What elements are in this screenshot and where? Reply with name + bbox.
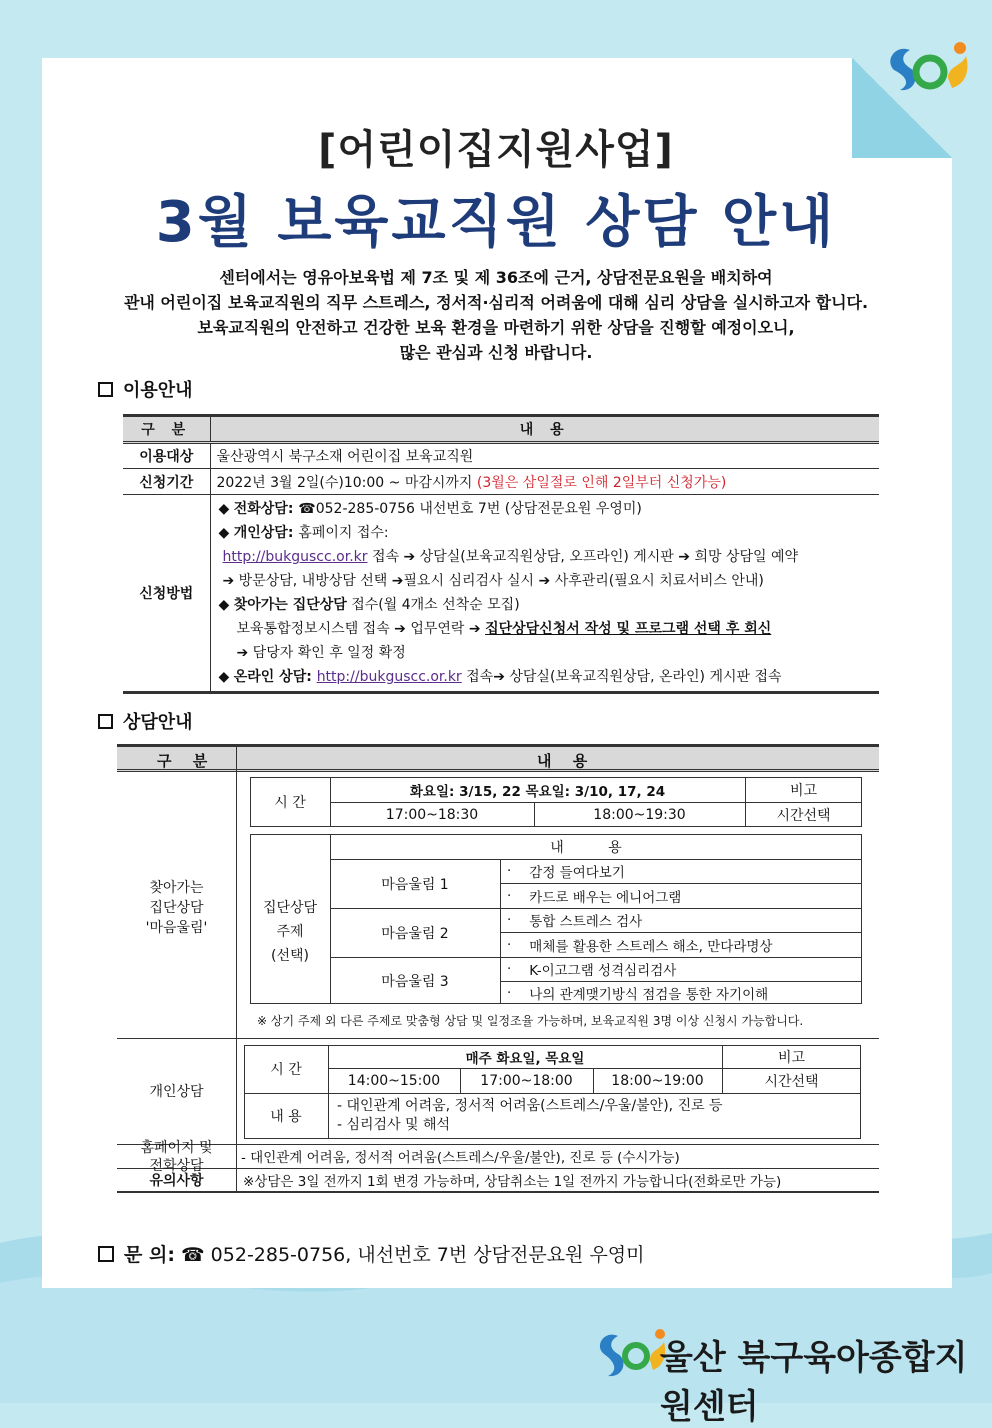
period-text: 2022년 3월 2일(수)10:00 ~ 마감시까지 (216, 474, 477, 491)
method-group-steps (219, 617, 872, 641)
method-personal-title: 개인상담: (233, 525, 299, 541)
individual-slot-3: 18:00~19:00 (611, 1072, 704, 1089)
method-personal-step-text: 접속 ➔ 상담실(보육교직원상담, 오프라인) 게시판 ➔ 희망 상담일 예약 (367, 549, 799, 565)
method-personal: ◆ 개인상담: 홈페이지 접수: (218, 525, 389, 541)
period-label: 신청기간 (123, 469, 210, 495)
intro-line: 관내 어린이집 보육교직원의 직무 스트레스, 정서적·심리적 어려움에 대해 심리 상담을 실시하고자 합니다. (123, 293, 869, 312)
center-logo-icon (882, 30, 972, 100)
method-group-title: 찾아가는 집단상담 (233, 597, 347, 613)
section-counsel-label: 상담안내 (123, 712, 193, 733)
contact-label: 문 의: (124, 1244, 175, 1266)
target-value: 울산광역시 북구소재 어린이집 보육교직원 (210, 443, 879, 469)
period-value (210, 469, 879, 495)
topic-item-text: K-이고그램 성격심리검사 (529, 963, 677, 979)
method-content (210, 495, 879, 693)
header-category: 구 분 (157, 752, 216, 770)
target-label: 이용대상 (123, 443, 210, 469)
topic-item: · 매체를 활용한 스트레스 해소, 만다라명상 (507, 936, 773, 955)
topics-label-line: (선택) (271, 947, 309, 964)
group-counsel-label (117, 775, 236, 1038)
caution-text: ※상담은 3일 전까지 1회 변경 가능하며, 상담취소는 1일 전까지 가능합니다(전화로만 가능) (243, 1173, 782, 1190)
method-label: 신청방법 (123, 495, 210, 693)
caution-label: 유의사항 (149, 1172, 204, 1189)
homepage-link[interactable]: http://bukguscc.or.kr (222, 549, 368, 565)
intro-line: 센터에서는 영유아보육법 제 7조 및 제 36조에 근거, 상담전문요원을 배치하여 (219, 268, 773, 287)
topics-label-line: 집단상담 (262, 899, 318, 916)
topic-3-name: 마음울림 3 (381, 973, 449, 990)
topics-label-line: 주제 (276, 923, 304, 940)
topics-label (250, 859, 330, 1004)
intro-paragraph (60, 265, 932, 365)
group-days: 화요일: 3/15, 22 목요일: 3/10, 17, 24 (409, 783, 666, 800)
intro-line: 보육교직원의 안전하고 건강한 보육 환경을 마련하기 위한 상담을 진행할 예정이오니, (197, 318, 795, 337)
contact-info (98, 1240, 645, 1267)
group-label-line: '마음울림' (145, 919, 208, 936)
method-online-title: 온라인 상담: (233, 669, 317, 685)
contact-phone[interactable]: ☎ 052-285-0756, (180, 1244, 352, 1266)
group-label-line: 집단상담 (149, 899, 204, 916)
topic-item: · 나의 관계맺기방식 점검을 통한 자기이해 (507, 984, 769, 1003)
method-personal-steps (219, 545, 872, 569)
method-group-step-text: 보육통합정보시스템 접속 ➔ 업무연락 ➔ (236, 621, 486, 637)
period-note: (3월은 삼일절로 인해 2일부터 신청가능) (476, 474, 727, 491)
individual-content (337, 1093, 857, 1139)
individual-content-line: - 심리검사 및 해석 (337, 1117, 451, 1133)
section-usage-heading (98, 376, 193, 402)
footer-org-name: 울산 북구육아종합지원센터 (660, 1338, 968, 1427)
topic-item: · K-이고그램 성격심리검사 (507, 961, 677, 979)
header-content: 내 용 (537, 752, 596, 770)
method-online-text: 접속➔ 상담실(보육교직원상담, 온라인) 게시판 접속 (461, 669, 782, 685)
method-group-text: 접수(월 4개소 선착순 모집) (346, 597, 520, 613)
contact-text: 내선번호 7번 상담전문요원 우영미 (351, 1244, 645, 1266)
individual-content-label: 내 용 (270, 1109, 302, 1125)
individual-slot-2: 17:00~18:00 (480, 1072, 573, 1089)
topic-item: · 감정 들여다보기 (507, 863, 625, 881)
topic-item-text: 감정 들여다보기 (529, 865, 625, 881)
method-personal-text: 홈페이지 접수: (298, 525, 389, 541)
method-personal-step-text2: ➔ 방문상담, 내방상담 선택 ➔필요시 심리검사 실시 ➔ 사후관리(필요시 치료서비스 안내) (222, 573, 764, 589)
topic-2-name: 마음울림 2 (381, 925, 449, 942)
individual-remark-label: 비고 (777, 1049, 806, 1066)
individual-slot-1: 14:00~15:00 (347, 1072, 441, 1089)
group-slot-2: 18:00~19:30 (593, 806, 686, 823)
group-note: ※ 상기 주제 외 다른 주제로 맞춤형 상담 및 일정조율 가능하며, 보육교직원 3명 이상 신청시 가능합니다. (257, 1014, 804, 1028)
topic-item: · 카드로 배우는 에니어그램 (507, 887, 682, 906)
topic-item-text: 카드로 배우는 에니어그램 (529, 889, 682, 906)
web-phone-label (117, 1140, 236, 1174)
header-content: 내 용 (210, 416, 879, 443)
topic-item: · 통합 스트레스 검사 (507, 912, 643, 930)
group-time-choice: 시간선택 (776, 807, 831, 824)
program-title: [어린이집지원사업] (318, 127, 674, 173)
group-time-label: 시 간 (274, 795, 306, 811)
topic-1-name: 마음울림 1 (381, 876, 449, 893)
individual-time-choice: 시간선택 (764, 1073, 819, 1090)
topics-content-header: 내 용 (550, 839, 642, 856)
individual-days: 매주 화요일, 목요일 (465, 1050, 585, 1067)
checkbox-square-icon (98, 1246, 114, 1262)
web-phone-content: - 대인관계 어려움, 정서적 어려움(스트레스/우울/불안), 진로 등 (수시가능) (241, 1150, 680, 1166)
topic-item-text: 통합 스트레스 검사 (529, 914, 643, 930)
group-slot-1: 17:00~18:30 (385, 806, 479, 823)
group-label-line: 찾아가는 (149, 879, 204, 896)
method-group-step-text3: ➔ 담당자 확인 후 일정 확정 (236, 645, 406, 661)
section-usage-label: 이용안내 (123, 380, 193, 401)
section-counsel-heading (98, 708, 193, 734)
topic-item-text: 매체를 활용한 스트레스 해소, 만다라명상 (529, 938, 773, 955)
counsel-table-header (117, 744, 879, 772)
method-online: ◆ 온라인 상담: http://bukguscc.or.kr 접속➔ 상담실(보육교직원상담, 온라인) 게시판 접속 (218, 669, 782, 685)
method-phone-title: 전화상담: (233, 501, 299, 517)
main-title: 3월 보육교직원 상담 안내 (155, 190, 837, 255)
method-group: ◆ 찾아가는 집단상담 접수(월 4개소 선착순 모집) (218, 597, 520, 613)
checkbox-square-icon (98, 714, 113, 729)
method-phone: ◆ 전화상담: ☎052-285-0756 내선번호 7번 (상담전문요원 우영미) (218, 501, 642, 517)
topic-item-text: 나의 관계맺기방식 점검을 통한 자기이해 (529, 986, 769, 1003)
web-label-line: 홈페이지 및 (140, 1140, 213, 1156)
method-group-step-underline: 집단상담신청서 작성 및 프로그램 선택 후 회신 (485, 621, 772, 637)
web-label-line: 전화상담 (149, 1158, 204, 1174)
counsel-table (117, 744, 879, 1216)
individual-counsel-label: 개인상담 (149, 1084, 204, 1100)
checkbox-square-icon (98, 382, 113, 397)
group-remark-label: 비고 (789, 782, 818, 799)
individual-time-label: 시 간 (270, 1062, 302, 1078)
online-link[interactable]: http://bukguscc.or.kr (316, 669, 462, 685)
individual-content-line: - 대인관계 어려움, 정서적 어려움(스트레스/우울/불안), 진로 등 (337, 1098, 723, 1114)
method-phone-text: ☎052-285-0756 내선번호 7번 (상담전문요원 우영미) (298, 501, 642, 517)
intro-line: 많은 관심과 신청 바랍니다. (399, 343, 593, 362)
usage-table (123, 414, 879, 694)
header-category: 구 분 (123, 416, 210, 443)
